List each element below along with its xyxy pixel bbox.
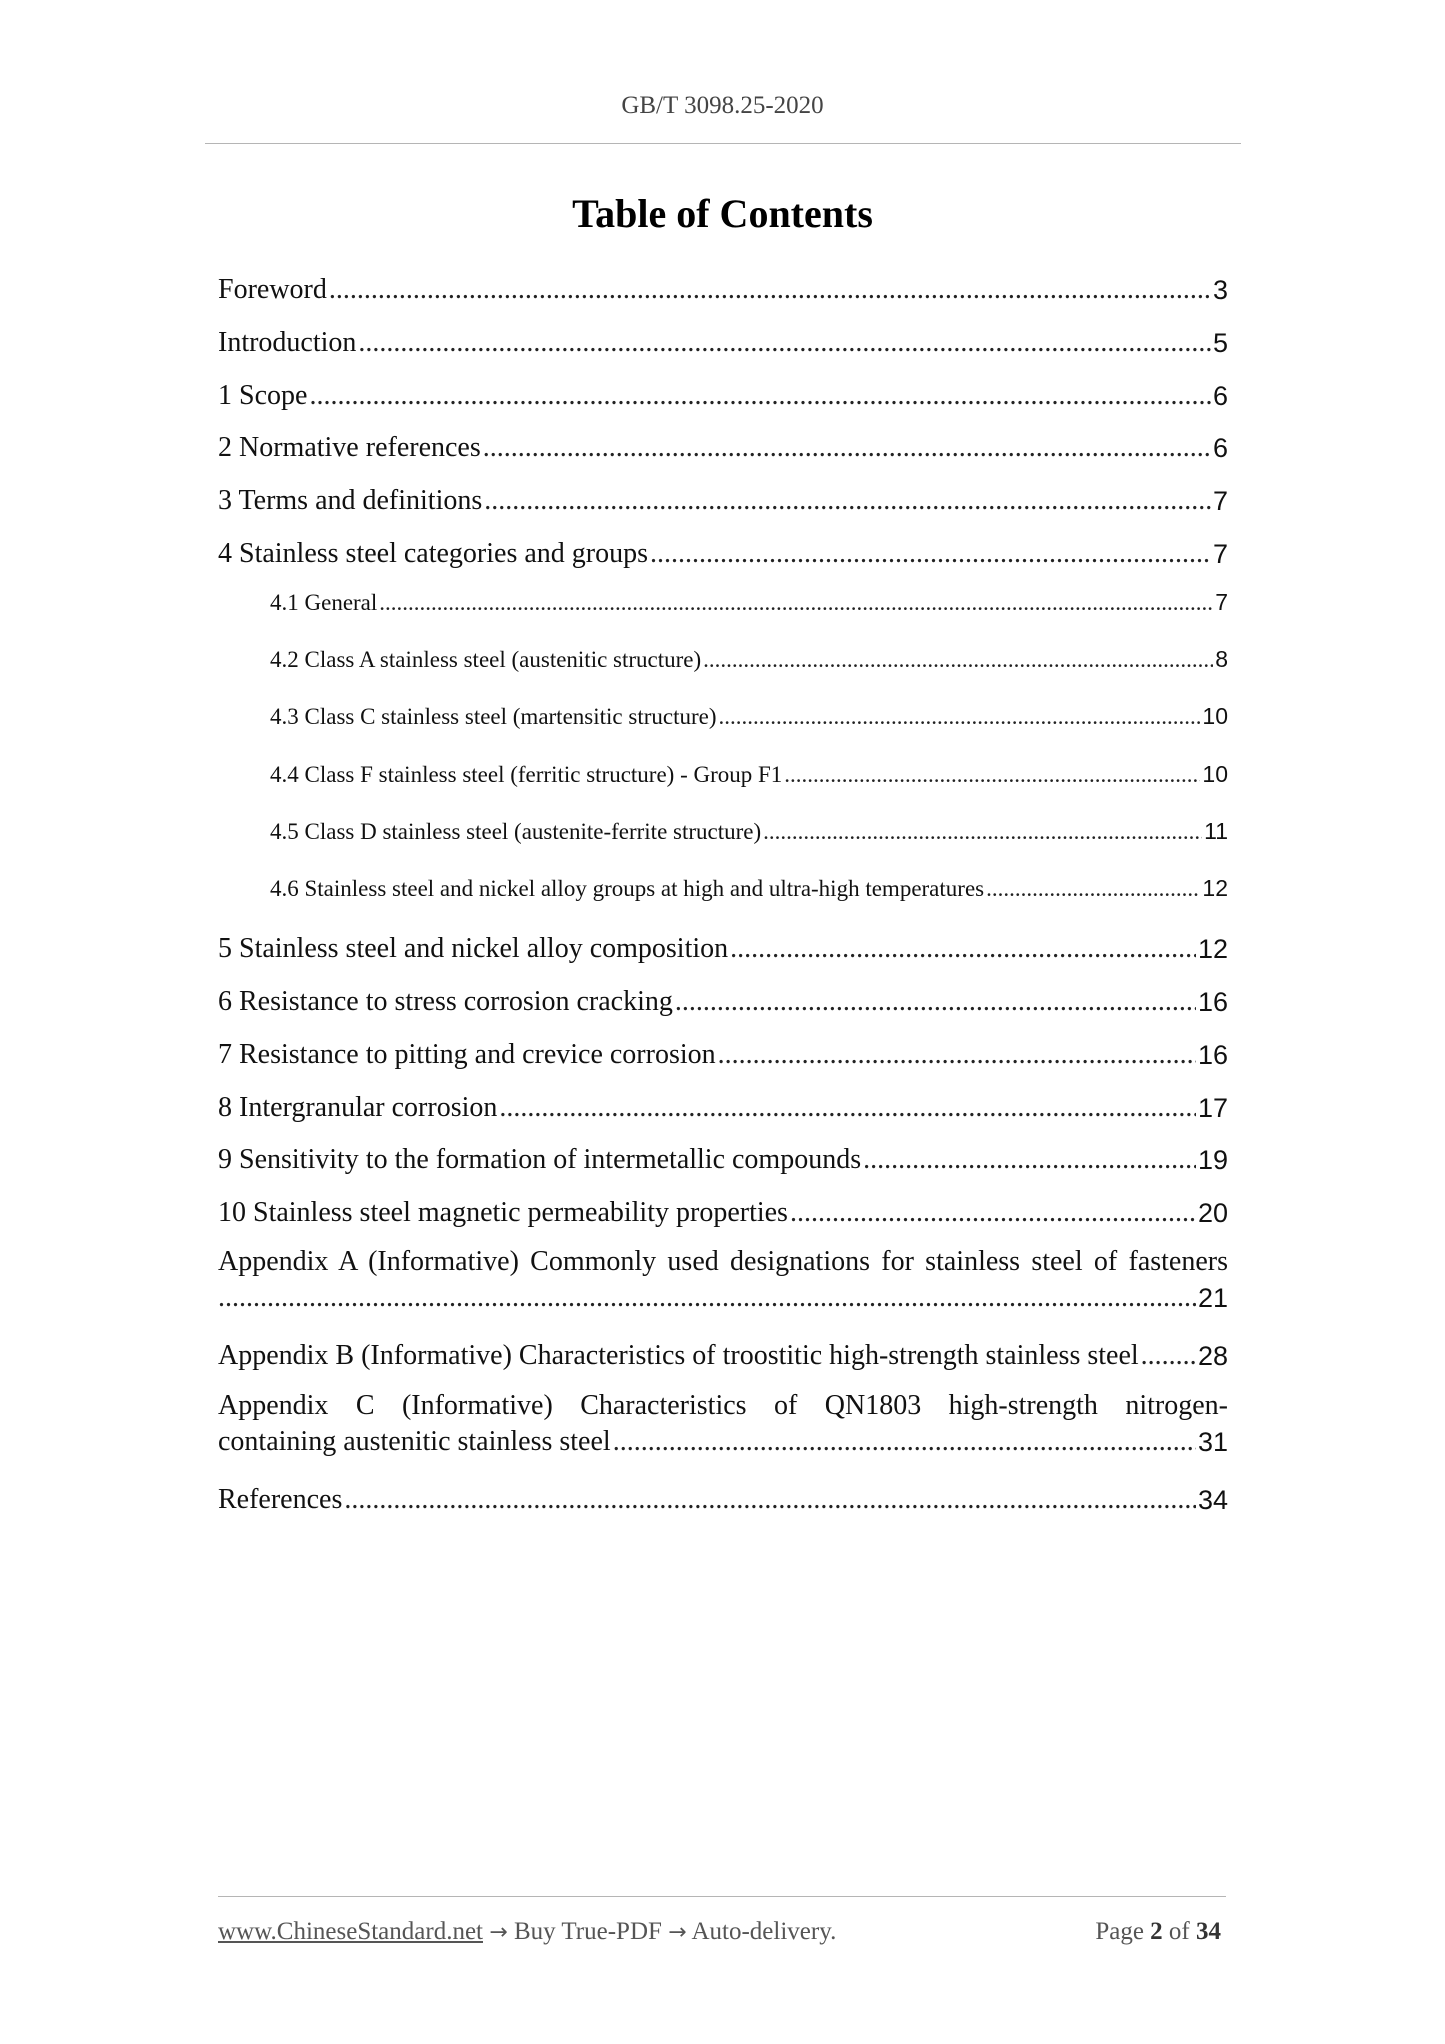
toc-entry-page: 6 (1212, 381, 1228, 411)
dot-leader (719, 704, 1201, 730)
dot-leader (309, 380, 1211, 412)
dot-leader (675, 986, 1196, 1018)
toc-entry-label: 4.1 General (270, 590, 378, 615)
toc-entry-page: 19 (1197, 1145, 1228, 1175)
toc-entry-pitting-crevice[interactable] (218, 1035, 1228, 1071)
toc-entry-introduction[interactable] (218, 323, 1228, 359)
toc-entry-label: References (218, 1484, 343, 1515)
toc-entry-page: 3 (1212, 275, 1228, 305)
toc-entry-label: 1 Scope (218, 380, 308, 411)
toc-entry-page: 7 (1215, 589, 1228, 615)
dot-leader (329, 274, 1211, 306)
toc-entry-label: 4 Stainless steel categories and groups (218, 538, 649, 569)
toc-entry-4-3-class-c[interactable] (270, 694, 1228, 730)
toc-entry-page: 17 (1197, 1093, 1228, 1123)
dot-leader (703, 647, 1213, 673)
dot-leader (730, 933, 1196, 965)
toc-entry-label: 5 Stainless steel and nickel alloy composition (218, 933, 729, 964)
toc-entry-appendix-a[interactable] (218, 1246, 1228, 1326)
toc-entry-continuation (218, 1282, 1228, 1314)
toc-entry-page: 16 (1197, 987, 1228, 1017)
toc-entry-intergranular[interactable] (218, 1088, 1228, 1124)
toc-entry-page: 34 (1197, 1485, 1228, 1515)
toc-entry-composition[interactable] (218, 929, 1228, 965)
toc-entry-4-1-general[interactable] (270, 580, 1228, 616)
dot-leader (358, 327, 1211, 359)
toc-entry-label-line2: containing austenitic stainless steel (218, 1426, 611, 1457)
toc-entry-page: 20 (1197, 1198, 1228, 1228)
toc-entry-page: 10 (1202, 703, 1228, 729)
running-header: GB/T 3098.25-2020 (621, 92, 824, 119)
dot-leader (650, 538, 1211, 570)
arrow-right-icon: → (489, 1920, 508, 1945)
toc-entry-4-5-class-d[interactable] (270, 809, 1228, 845)
toc-entry-4-4-class-f[interactable] (270, 752, 1228, 788)
toc-entry-normative-references[interactable] (218, 428, 1228, 464)
toc-entry-page: 12 (1202, 875, 1228, 901)
toc-entry-page: 11 (1204, 818, 1228, 844)
page-indicator (1095, 1918, 1221, 1946)
toc-entry-page: 28 (1197, 1341, 1228, 1371)
dot-leader (613, 1426, 1196, 1458)
dot-leader (379, 590, 1213, 616)
toc-entry-label: Appendix A (Informative) Commonly used designations for stainless steel of fasteners (218, 1246, 1228, 1277)
header-rule (205, 143, 1241, 144)
toc-entry-label: 4.3 Class C stainless steel (martensitic structure) (270, 704, 717, 729)
toc-entry-label: 2 Normative references (218, 432, 481, 463)
toc-entry-label: 4.4 Class F stainless steel (ferritic structure) - Group F1 (270, 762, 783, 787)
toc-entry-label: 8 Intergranular corrosion (218, 1092, 498, 1123)
toc-entry-label: Introduction (218, 327, 357, 358)
dot-leader (790, 1197, 1196, 1229)
toc-entry-4-2-class-a[interactable] (270, 637, 1228, 673)
dot-leader (986, 876, 1200, 902)
toc-entry-page: 31 (1197, 1427, 1228, 1457)
dot-leader (718, 1039, 1196, 1071)
page-current: 2 (1150, 1918, 1163, 1945)
toc-entry-scope[interactable] (218, 376, 1228, 412)
toc-entry-label: 4.6 Stainless steel and nickel alloy groups at high and ultra-high temperatures (270, 876, 985, 901)
dot-leader (863, 1144, 1196, 1176)
toc-entry-page: 8 (1215, 646, 1228, 672)
toc-entry-label: 7 Resistance to pitting and crevice corrosion (218, 1039, 716, 1070)
footer-promo (218, 1918, 836, 1946)
toc-entry-continuation (218, 1426, 1228, 1458)
dot-leader (218, 1282, 1196, 1314)
buy-true-pdf-text: Buy True-PDF (513, 1918, 662, 1945)
toc-entry-page: 10 (1202, 761, 1228, 787)
toc-entry-appendix-b[interactable] (218, 1336, 1228, 1372)
toc-entry-label: 6 Resistance to stress corrosion cracking (218, 986, 673, 1017)
dot-leader (784, 762, 1200, 788)
auto-delivery-text: Auto-delivery. (691, 1918, 837, 1945)
toc-entry-categories-groups[interactable] (218, 534, 1228, 570)
toc-entry-label-line1: Appendix C (Informative) Characteristics of QN1803 high-strength nitrogen- (218, 1390, 1228, 1421)
toc-entry-label: Foreword (218, 274, 327, 305)
toc-entry-intermetallic[interactable] (218, 1140, 1228, 1176)
toc-entry-label: 10 Stainless steel magnetic permeability properties (218, 1197, 788, 1228)
page-total: 34 (1196, 1918, 1221, 1945)
dot-leader (499, 1092, 1196, 1124)
toc-entry-page: 12 (1197, 934, 1228, 964)
dot-leader (483, 432, 1211, 464)
toc-entry-4-6-high-temperature[interactable] (270, 866, 1228, 902)
toc-entry-label: Appendix B (Informative) Characteristics of troostitic high-strength stainless steel (218, 1340, 1139, 1371)
of-word: of (1168, 1918, 1190, 1945)
toc-entry-page: 16 (1197, 1040, 1228, 1070)
toc-entry-label: 9 Sensitivity to the formation of intermetallic compounds (218, 1144, 862, 1175)
toc-entry-foreword[interactable] (218, 270, 1228, 306)
toc-entry-terms-definitions[interactable] (218, 481, 1228, 517)
dot-leader (763, 819, 1202, 845)
dot-leader (484, 485, 1211, 517)
toc-entry-stress-corrosion[interactable] (218, 982, 1228, 1018)
page-word: Page (1095, 1918, 1144, 1945)
toc-entry-label: 4.5 Class D stainless steel (austenite-ferrite structure) (270, 819, 762, 844)
toc-entry-label: 4.2 Class A stainless steel (austenitic structure) (270, 647, 702, 672)
toc-title: Table of Contents (572, 191, 873, 236)
site-link[interactable]: www.ChineseStandard.net (218, 1918, 483, 1945)
dot-leader (344, 1484, 1196, 1516)
footer-rule (218, 1896, 1226, 1897)
arrow-right-icon: → (668, 1920, 687, 1945)
toc-entry-references[interactable] (218, 1480, 1228, 1516)
toc-entry-page: 7 (1212, 539, 1228, 569)
toc-entry-appendix-c[interactable] (218, 1390, 1228, 1470)
toc-entry-page: 7 (1212, 486, 1228, 516)
toc-entry-page: 21 (1197, 1283, 1228, 1313)
toc-entry-label: 3 Terms and definitions (218, 485, 483, 516)
dot-leader (1141, 1340, 1196, 1372)
toc-entry-magnetic-permeability[interactable] (218, 1193, 1228, 1229)
toc-entry-page: 6 (1212, 433, 1228, 463)
toc-entry-page: 5 (1212, 328, 1228, 358)
